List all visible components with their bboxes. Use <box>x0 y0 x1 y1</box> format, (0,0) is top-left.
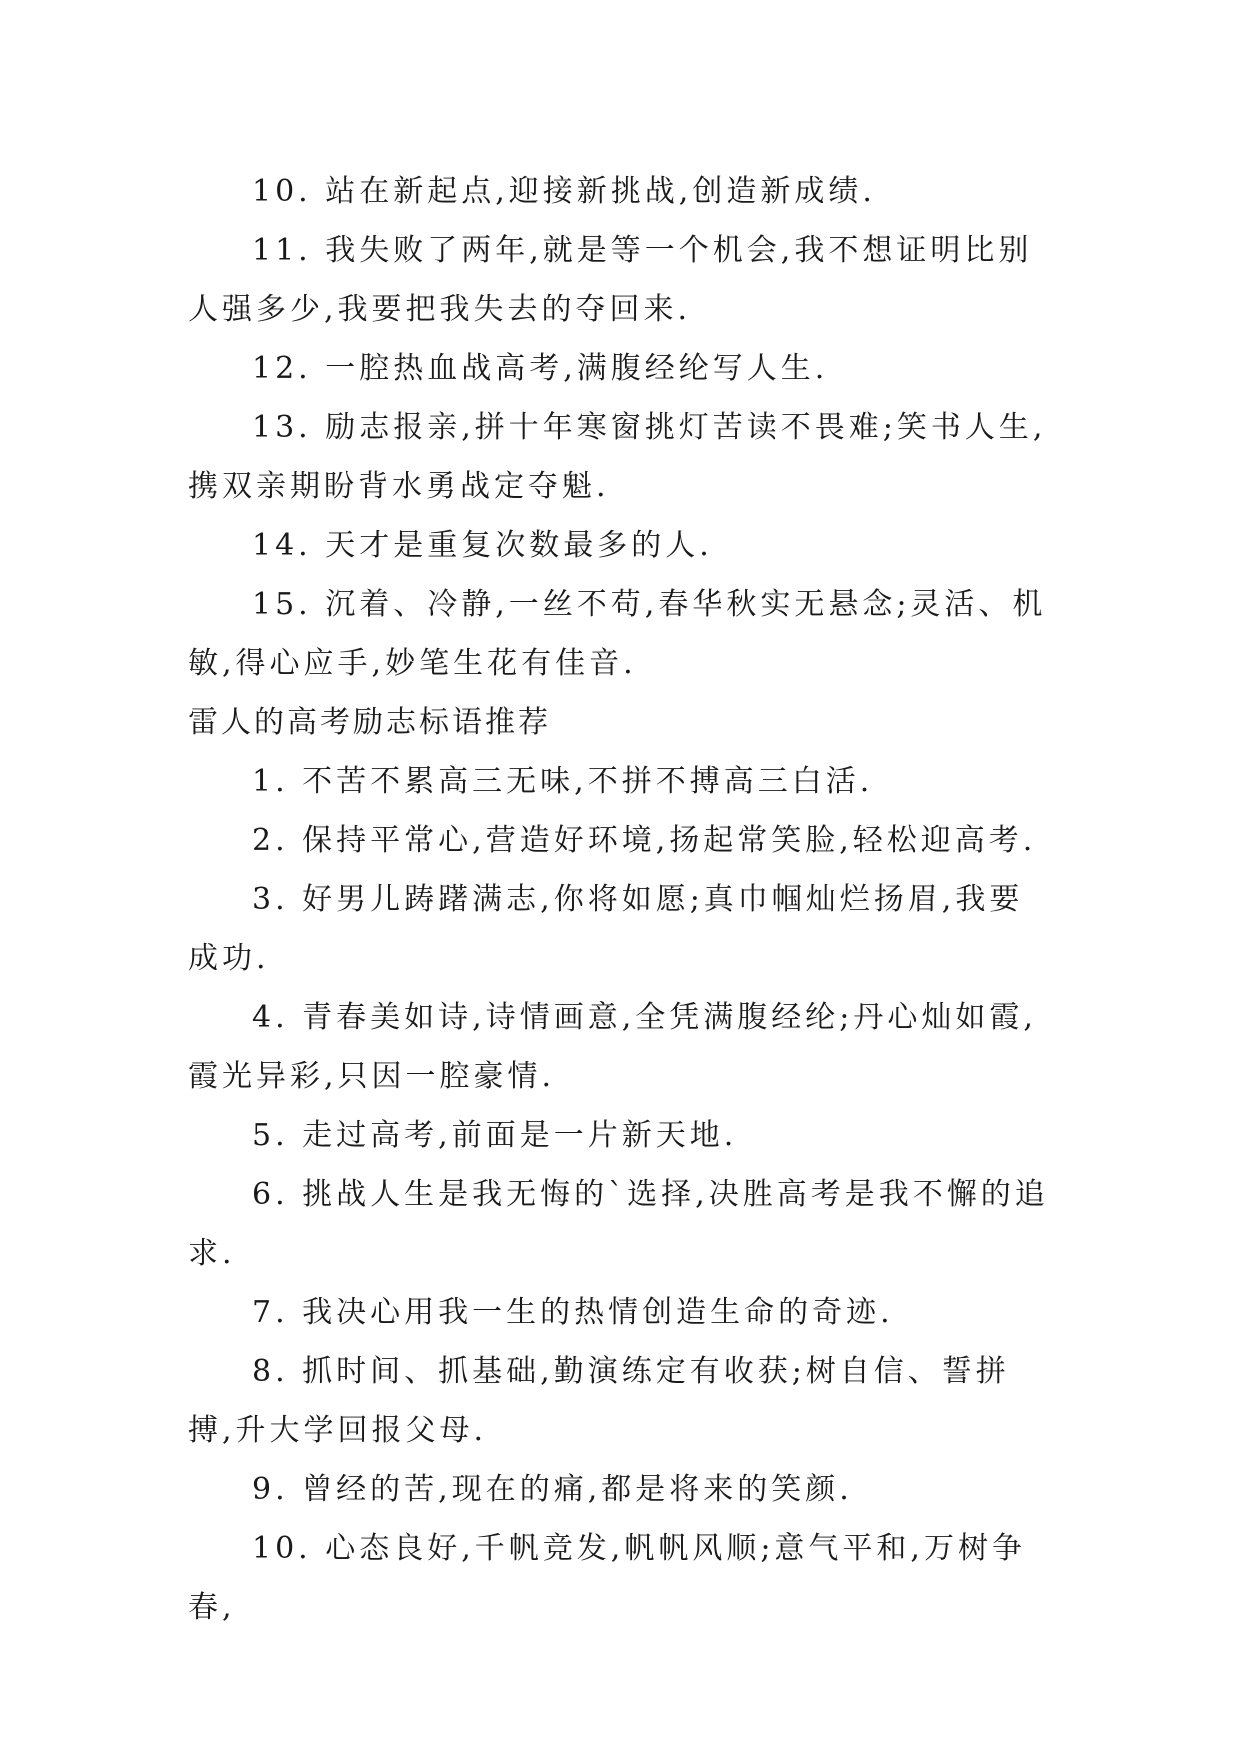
slogan-paragraph: 15. 沉着、冷静,一丝不苟,春华秋实无悬念;灵活、机敏,得心应手,妙笔生花有佳音. <box>188 587 1047 681</box>
slogan-paragraph: 9. 曾经的苦,现在的痛,都是将来的笑颜. <box>252 1472 853 1507</box>
slogan-paragraph: 12. 一腔热血战高考,满腹经纶写人生. <box>252 351 829 386</box>
slogan-paragraph: 4. 青春美如诗,诗情画意,全凭满腹经纶;丹心灿如霞,霞光异彩,只因一腔豪情. <box>188 1000 1037 1094</box>
section-heading: 雷人的高考励志标语推荐 <box>188 705 551 740</box>
slogan-paragraph: 10. 心态良好,千帆竞发,帆帆风顺;意气平和,万树争春, <box>188 1531 1026 1625</box>
slogan-paragraph: 8. 抓时间、抓基础,勤演练定有收获;树自信、誓拼搏,升大学回报父母. <box>188 1354 1010 1448</box>
slogan-paragraph: 2. 保持平常心,营造好环境,扬起常笑脸,轻松迎高考. <box>252 823 1037 858</box>
slogan-paragraph: 3. 好男儿踌躇满志,你将如愿;真巾帼灿烂扬眉,我要成功. <box>188 882 1024 976</box>
slogan-paragraph: 6. 挑战人生是我无悔的`选择,决胜高考是我不懈的追求. <box>188 1177 1049 1271</box>
slogan-paragraph: 11. 我失败了两年,就是等一个机会,我不想证明比别人强多少,我要把我失去的夺回来. <box>188 233 1033 327</box>
slogan-paragraph: 5. 走过高考,前面是一片新天地. <box>252 1118 738 1153</box>
document-page <box>188 162 1056 1637</box>
slogan-paragraph: 10. 站在新起点,迎接新挑战,创造新成绩. <box>252 174 876 209</box>
slogan-paragraph: 7. 我决心用我一生的热情创造生命的奇迹. <box>252 1295 894 1330</box>
slogan-paragraph: 1. 不苦不累高三无味,不拼不搏高三白活. <box>252 764 874 799</box>
slogan-paragraph: 13. 励志报亲,拼十年寒窗挑灯苦读不畏难;笑书人生,携双亲期盼背水勇战定夺魁. <box>188 410 1047 504</box>
slogan-paragraph: 14. 天才是重复次数最多的人. <box>252 528 713 563</box>
